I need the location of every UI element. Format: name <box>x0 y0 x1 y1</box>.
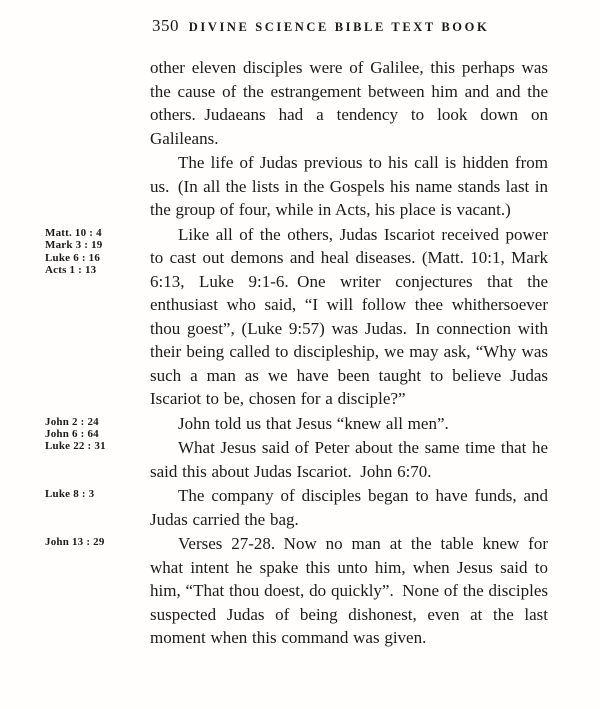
paragraph <box>150 151 548 222</box>
scripture-reference: John 13 : 29 <box>45 536 105 548</box>
paragraph-text: John told us that Jesus “knew all men”. <box>178 413 449 433</box>
scripture-reference: Luke 6 : 16 <box>45 251 101 264</box>
paragraph <box>45 412 548 440</box>
scripture-reference-group <box>45 440 145 453</box>
page-number: 350 <box>152 16 179 35</box>
scripture-reference-group <box>45 536 145 549</box>
paragraph-text: The company of disciples began to have funds, and Judas carried the bag. <box>150 486 548 529</box>
scripture-reference: John 6 : 64 <box>45 428 99 440</box>
paragraph <box>45 532 548 650</box>
paragraph-text: Verses 27-28. Now no man at the table knew for what intent he spake this unto him, when Jesus said to him, “That thou doest, do quickly”. None of the disciples suspected Judas of being dishonest, even at the last moment when this command was given. <box>150 534 548 647</box>
running-header <box>150 16 548 40</box>
scripture-reference: Acts 1 : 13 <box>45 264 97 276</box>
running-header-title: DIVINE SCIENCE BIBLE TEXT BOOK <box>188 20 490 34</box>
paragraph-text: Like all of the others, Judas Iscariot received power to cast out demons and heal diseases. (Matt. 10:1, Mark 6:13, Luke 9:1-6. One writer conjectures that the enthusiast who said, “I will follow thee whithersoever thou goest”, (Luke 9:57) was Judas. In connection with their being called to discipleship, we may ask, “Why was such a man as we have been taught to believe Judas Iscariot to be, chosen for a disciple?” <box>150 224 548 408</box>
scripture-reference: John 2 : 24 <box>45 415 99 428</box>
scripture-reference: Luke 8 : 3 <box>45 488 95 500</box>
scripture-reference-group <box>45 227 145 277</box>
scripture-reference: Matt. 10 : 4 <box>45 226 102 239</box>
scripture-reference-group <box>45 416 145 441</box>
paragraph-text: other eleven disciples were of Galilee, this perhaps was the cause of the estrangement between him and and the others. Judaeans had a tendency to look down on Galileans. <box>150 58 548 148</box>
scripture-reference-group <box>45 488 145 501</box>
scripture-reference: Luke 22 : 31 <box>45 440 106 452</box>
text-block <box>0 56 600 650</box>
paragraph <box>45 223 548 411</box>
paragraph <box>150 56 548 150</box>
paragraph <box>45 436 548 483</box>
paragraph-text: What Jesus said of Peter about the same time that he said this about Judas Iscariot. John 6:70. <box>150 438 548 481</box>
paragraph-text: The life of Judas previous to his call is hidden from us. (In all the lists in the Gospels his name stands last in the group of four, while in Acts, his place is vacant.) <box>150 153 548 219</box>
paragraph <box>45 484 548 531</box>
scripture-reference: Mark 3 : 19 <box>45 239 103 251</box>
